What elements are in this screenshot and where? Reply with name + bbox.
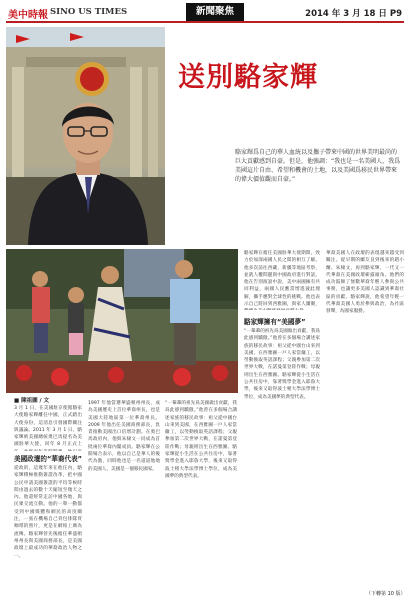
dateline	[305, 7, 402, 19]
portrait-illustration	[6, 27, 165, 245]
page-number: P9	[389, 9, 402, 19]
article-lede: 駱家輝爲自己的華人血統以及攜子帶來中國的世界美明最尚的巨大貢獻感到自豪。但是，他強調：“我也是一名美國人，我爲美國這片自由、希望和機會的土地，以及美國爲移民世界帶來的偉大價值觀而自豪。”	[235, 149, 401, 183]
text-column-5: 華裔美國人在政壇的表現越來越受到關注。從早期的鄺友良到後來的趙小蘭、朱棣文，再到駱家輝，一代又一代華裔在美國政壇嶄露頭角。他們的成功鼓舞了無數華裔年輕人參與公共事務，也讓更多美國人認識到華裔社區的貢獻。駱家輝說，他希望年輕一代華裔美國人勇於參與政治，為社區發聲，為國家服務。	[326, 251, 404, 315]
continued-notice: （下轉第 10 版）	[366, 591, 406, 597]
masthead	[6, 3, 404, 23]
text-column-1b: 從政的，這幾年來在他任內，駱家輝積極推動簽證改革，把中國公民申請美國簽證的平均等候時間由過去的數十天縮短至幾天之內。他還經常走訪中國各地，與民眾交流互動。他的一舉一動都受到中國媒體和網民的高度關注，一張在機場自己背包排隊買咖啡的照片，更是在網絡上廣為流傳。駱家輝曾先後擔任華盛頓州州長與美國商務部長，是美國政壇上最成功的華裔政治人物之一。	[14, 466, 82, 559]
subheading-2: 駱家輝擁有“美國夢”	[244, 318, 306, 326]
byline: ■ 陳祖圖 / 文	[14, 398, 49, 404]
text-column-4-top: 駱家輝在擔任美國駐華大使期間，致力於加深兩國人民之間的相互了解。他多次前往西藏、新疆等地區考察，並就人權問題與中國政府進行對話。他在告別演說中說，美中兩國擁有共同利益，兩國人民應當增進彼此理解，攜手應對全球性的挑戰。他也表示自己將回到西雅圖，與家人團聚，	[244, 251, 320, 308]
hero-photo-portrait	[6, 27, 165, 245]
text-column-3: “一輩輩的祖先爲美國做出貢獻，我爲此感到驕傲。”他曾在多個場合講述家族的移民故事：祖父從中國台山來到美國，在西雅圖一戶人家當傭工，以勞動換取英語課程；父親參加第二次世界大戰，在諾曼第登陸作戰；母親則出生在西雅圖。駱家輝從小生活在公共住房中，靠著獎學金進入耶魯大學，後來又取得波士頓大學法學博士學位，成為美國夢的典型代表。	[165, 401, 237, 479]
family-photo	[6, 249, 238, 393]
family-photo-illustration	[6, 249, 238, 393]
text-column-4: “一輩輩的祖先爲美國做出貢獻，我爲此感到驕傲。”他曾在多個場合講述家族的移民故事：祖父從中國台山來到美國，在西雅圖一戶人家當傭工，以勞動換取英語課程；父親參加第二次世界大戰，在諾曼第登陸作戰；母親則出生在西雅圖。駱家輝從小生活在公共住房中，靠著獎學金進入耶魯大學，後來又取得波士頓大學法學博士學位，成為美國夢的典型代表。	[244, 329, 320, 400]
text-column-1: 3 月 1 日，在美國駐京使館駱家大使駱家輝離任中國，正式踏出大使身份，這消息引發國際關注與議論。2011 年 3 月 1 日，駱家輝被美國總統奧巴馬提名為美國駐華大使，同年 8 月正式上	[14, 406, 82, 448]
text-column-2: 1997 年他當選華盛頓州州長，成為美國歷史上首位華裔州長，也是美國大陸地區第一位華裔州長。2009 年他出任美國商務部長，負責推動美國出口倍增計劃。在奧巴馬政府內，他與朱棣文一同成為首批兩位華裔內閣成員。駱家輝在公開場合表示，他以自己是華人的後代為傲，同時他也是一名道道地地的美國人，美國是一個移民國家。	[88, 401, 160, 472]
issue-date: 2014 年 3 月 18 日	[305, 9, 387, 19]
article-headline: 送別駱家輝	[178, 62, 318, 93]
publication-name-cn: 美中時報	[8, 10, 48, 21]
publication-name-en: SINO US TIMES	[50, 7, 128, 17]
subheading-1: 美國政壇的“華裔代表”	[14, 455, 83, 463]
section-label: 新聞聚焦	[186, 3, 244, 21]
